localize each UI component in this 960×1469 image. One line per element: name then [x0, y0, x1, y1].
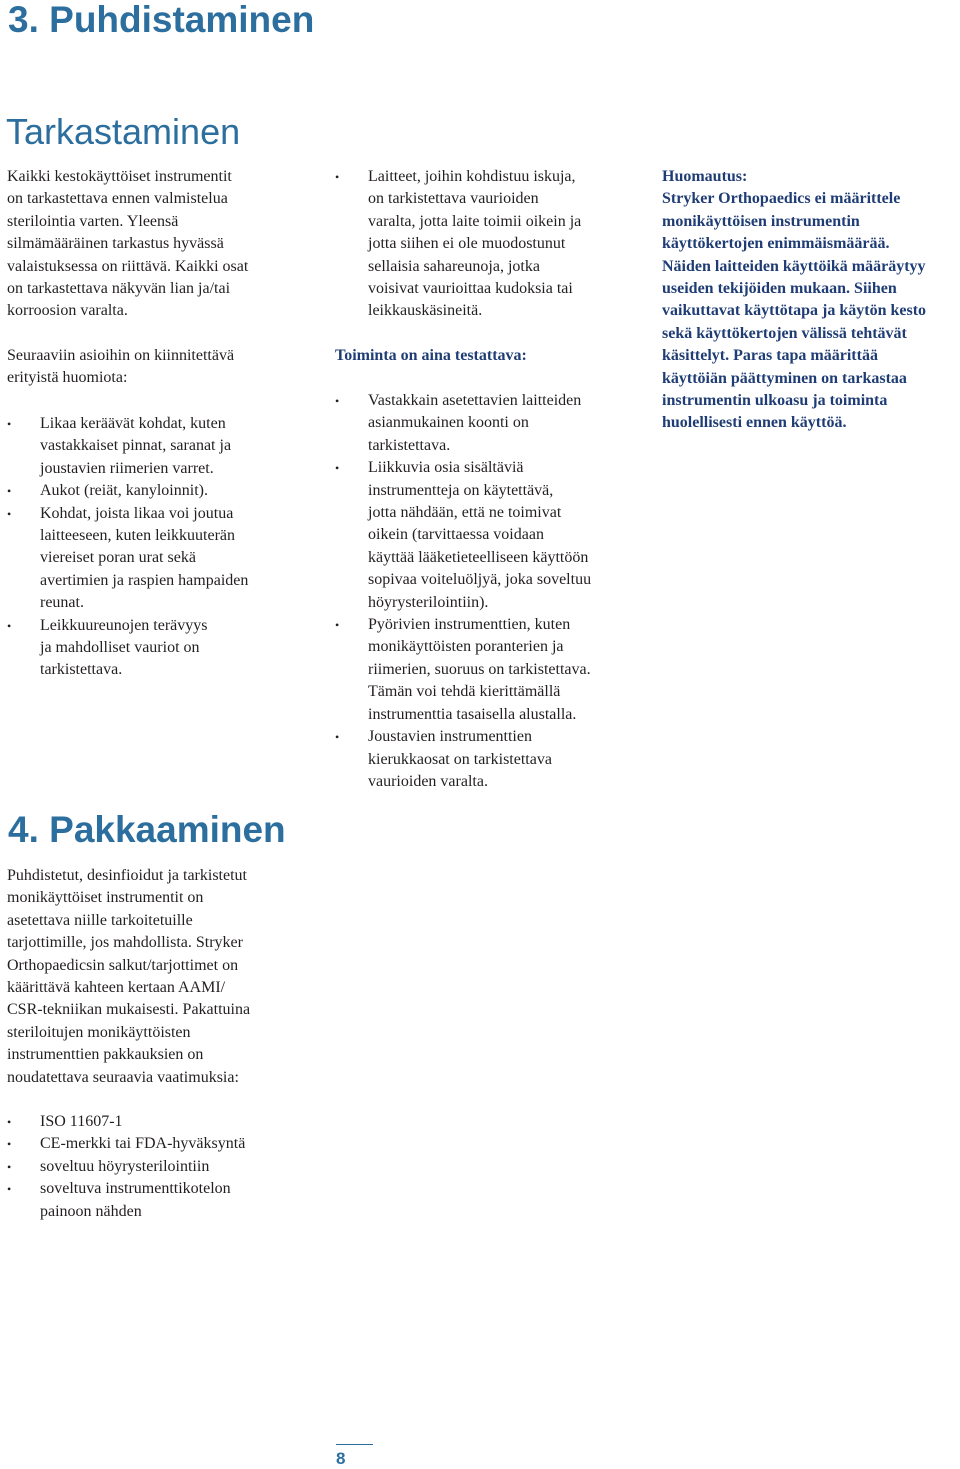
text-line: monikäyttöisen instrumentin [662, 212, 860, 230]
list-item [7, 480, 248, 502]
list-item-line: monikäyttöisten poranterien ja [368, 638, 564, 656]
list-item-line: • Leikkuureunojen terävyys [40, 616, 208, 634]
text-line: erityistä huomiota: [7, 369, 128, 387]
list-item-line: • Likaa keräävät kohdat, kuten [40, 415, 226, 432]
section-4-title: 4. Pakkaaminen [8, 809, 286, 850]
list-item-line: • Aukot (reiät, kanyloinnit). [40, 482, 208, 500]
list-item-line: • Pyörivien instrumenttien, kuten [368, 616, 571, 634]
text-line: huolellisesti ennen käyttöä. [662, 414, 847, 432]
list-item-line: voisivat vaurioittaa kudoksia tai [368, 280, 573, 298]
list-item-line: reunat. [40, 594, 84, 612]
list-item-line: instrumentteja on käytettävä, [368, 481, 554, 499]
list-item [7, 413, 248, 480]
list-item [335, 166, 581, 323]
inspection-intro-paragraph [7, 166, 248, 323]
text-line: käyttöiän päättyminen on tarkastaa [662, 369, 907, 387]
section-3-title: 3. Puhdistaminen [8, 0, 315, 40]
list-item [7, 1156, 245, 1178]
text-line: steriloitujen monikäyttöisten [7, 1023, 191, 1041]
list-item-line: • Laitteet, joihin kohdistuu iskuja, [368, 168, 576, 185]
list-item-line: ja mahdolliset vauriot on [40, 639, 200, 657]
text-line: on tarkastettava näkyvän lian ja/tai [7, 280, 231, 298]
list-item-line: • Vastakkain asetettavien laitteiden [368, 392, 582, 409]
text-line: korroosion varalta. [7, 302, 128, 320]
inspection-subtitle: Tarkastaminen [6, 111, 241, 152]
text-line: on tarkastettava ennen valmistelua [7, 190, 228, 208]
list-item-line: höyrysterilointiin). [368, 593, 489, 611]
list-item-line: joustavien riimerien varret. [40, 459, 214, 477]
list-item-line: viereiset poran urat sekä [40, 549, 196, 567]
text-line: Huomautus: [662, 168, 748, 185]
list-item-line: • Kohdat, joista likaa voi joutua [40, 504, 234, 522]
text-line: useiden tekijöiden mukaan. Siihen [662, 280, 897, 298]
page-number: 8 [336, 1449, 346, 1468]
list-item-line: oikein (tarvittaessa voidaan [368, 526, 544, 544]
attention-list [7, 413, 248, 682]
text-line: käyttökertojen enimmäismäärää. [662, 235, 890, 253]
list-item-line: sopivaa voiteluöljyä, joka soveltuu [368, 571, 592, 589]
text-line: Orthopaedicsin salkut/tarjottimet on [7, 956, 239, 974]
list-item-line: Tämän voi tehdä kierittämällä [368, 683, 561, 701]
list-item [7, 1133, 245, 1155]
list-item-line: avertimien ja raspien hampaiden [40, 571, 249, 589]
text-line: käärittävä kahteen kertaan AAMI/ [7, 979, 226, 997]
text-line: noudatettava seuraavia vaatimuksia: [7, 1068, 239, 1086]
list-item [7, 503, 248, 615]
list-item-line: instrumenttia tasaisella alustalla. [368, 705, 577, 723]
text-line: CSR-tekniikan mukaisesti. Pakattuina [7, 1001, 251, 1019]
text-line: monikäyttöiset instrumentit on [7, 889, 204, 907]
list-item [7, 1178, 245, 1223]
text-line: vaikuttavat käyttötapa ja käytön kesto [662, 302, 927, 320]
text-line: sekä käyttökertojen välissä tehtävät [662, 324, 907, 342]
text-line: silmämääräinen tarkastus hyvässä [7, 235, 224, 253]
list-item-line: laitteeseen, kuten leikkuuterän [40, 527, 236, 545]
list-item-line: vastakkaiset pinnat, saranat ja [40, 437, 232, 455]
impact-check-list [335, 166, 581, 323]
list-item-line: käyttää lääketieteelliseen käyttöön [368, 548, 589, 566]
list-item-line: asianmukainen koonti on [368, 414, 529, 432]
text-line: käsittelyt. Paras tapa määrittää [662, 347, 878, 365]
text-line: sterilointia varten. Yleensä [7, 212, 179, 230]
text-line: valaistuksessa on riittävä. Kaikki osat [7, 257, 249, 275]
list-item-line: varalta, jotta laite toimii oikein ja [368, 212, 582, 230]
function-test-list [335, 390, 591, 793]
list-item-line: vaurioiden varalta. [368, 772, 488, 790]
text-line: Puhdistetut, desinfioidut ja tarkistetut [7, 867, 247, 884]
list-item-line: kierukkaosat on tarkistettava [368, 750, 552, 768]
list-item [335, 390, 591, 457]
packaging-requirements-list [7, 1111, 245, 1223]
text-line: Stryker Orthopaedics ei määrittele [662, 190, 901, 208]
text-line: Näiden laitteiden käyttöikä määräytyy [662, 257, 926, 275]
list-item-line: riimerien, suoruus on tarkistettava. [368, 660, 591, 678]
list-item-line: jotta siihen ei ole muodostunut [368, 235, 566, 253]
list-item [335, 457, 591, 614]
text-line: Kaikki kestokäyttöiset instrumentit [7, 168, 232, 185]
list-item-line: painoon nähden [40, 1202, 142, 1220]
list-item-line: jotta nähdään, että ne toimivat [368, 504, 562, 522]
list-item-line: • soveltuva instrumenttikotelon [40, 1180, 231, 1198]
packaging-intro-paragraph [7, 865, 250, 1089]
list-item-line: sellaisia sahareunoja, jotka [368, 257, 540, 275]
text-line: tarjottimille, jos mahdollista. Stryker [7, 934, 243, 952]
page-number-rule [336, 1444, 373, 1445]
list-item-line: tarkistettava. [368, 436, 451, 454]
list-item [335, 614, 591, 726]
list-item [7, 1111, 245, 1133]
lifetime-note [662, 166, 926, 435]
list-item-line: • soveltuu höyrysterilointiin [40, 1157, 210, 1175]
list-item [7, 615, 248, 682]
text-line: instrumenttien pakkauksien on [7, 1046, 204, 1064]
text-line: asetettava niille tarkoitetuille [7, 911, 193, 929]
list-item-line: • CE-merkki tai FDA-hyväksyntä [40, 1135, 246, 1153]
list-item-line: tarkistettava. [40, 661, 123, 679]
function-test-heading: Toiminta on aina testattava: [335, 347, 527, 364]
text-line: Seuraaviin asioihin on kiinnitettävä [7, 347, 235, 364]
text-line: instrumentin ulkoasu ja toiminta [662, 392, 888, 410]
list-item-line: • Liikkuvia osia sisältäviä [368, 459, 524, 477]
list-item-line: leikkauskäsineitä. [368, 302, 483, 320]
list-item-line: on tarkistettava vaurioiden [368, 190, 539, 208]
list-item-line: • Joustavien instrumenttien [368, 728, 532, 746]
list-item-line: • ISO 11607-1 [40, 1113, 123, 1130]
list-item [335, 726, 591, 793]
attention-paragraph [7, 345, 234, 390]
